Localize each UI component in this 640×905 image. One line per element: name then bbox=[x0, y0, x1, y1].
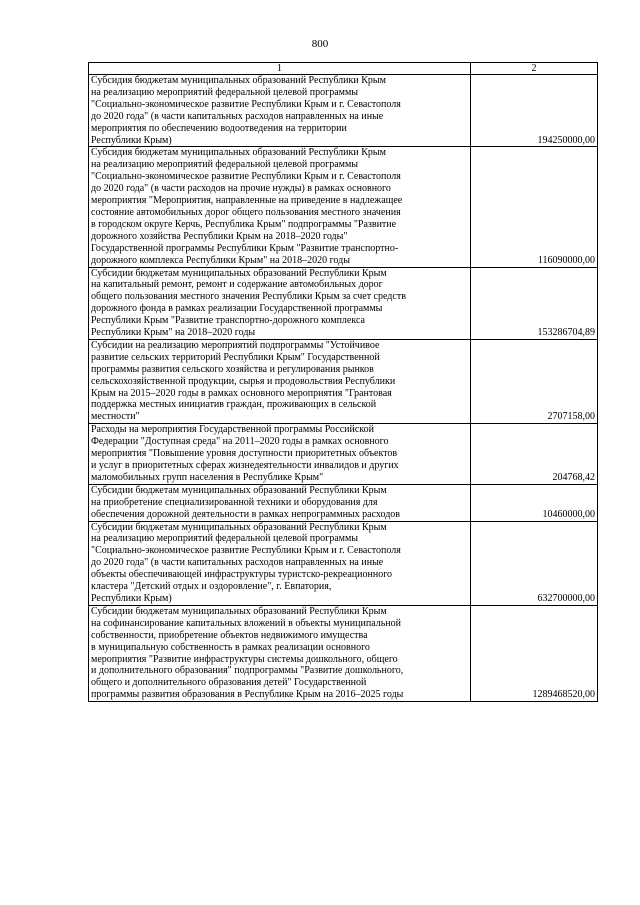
row-amount: 204768,42 bbox=[471, 424, 598, 485]
header-row bbox=[89, 63, 598, 75]
row-amount: 116090000,00 bbox=[471, 147, 598, 267]
table-row bbox=[89, 147, 598, 267]
row-description: Субсидии бюджетам муниципальных образований Республики Крым на реализацию мероприятий федеральной целевой программы "Социально-экономическое развитие Республики Крым и г. Севастополя до 2020 года" (в части капитальных расходов направленных на иные объекты обеспечивающей инфраструктуры туристско-рекреационного кластера "Детский отдых и оздоровление", г. Евпатория, Республики Крым) bbox=[89, 521, 471, 605]
row-description: Субсидия бюджетам муниципальных образований Республики Крым на реализацию мероприятий федеральной целевой программы "Социально-экономическое развитие Республики Крым и г. Севастополя до 2020 года" (в части капитальных расходов направленных на иные мероприятия по обеспечению водоотведения на территории Республики Крым) bbox=[89, 75, 471, 147]
page-number: 800 bbox=[311, 38, 329, 50]
row-amount: 2707158,00 bbox=[471, 339, 598, 423]
column-header-description: 1 bbox=[89, 63, 471, 75]
table-row bbox=[89, 521, 598, 605]
row-description: Субсидии бюджетам муниципальных образований Республики Крым на приобретение специализированной техники и оборудования для обеспечения дорожной деятельности в рамках непрограммных расходов bbox=[89, 484, 471, 521]
budget-table bbox=[88, 62, 598, 702]
row-description: Субсидии на реализацию мероприятий подпрограммы "Устойчивое развитие сельских территорий Республики Крым" Государственной программы развития сельского хозяйства и регулирования рынков сельскохозяйственной продукции, сырья и продовольствия Республики Крым на 2015–2020 годы в рамках основного мероприятия "Грантовая поддержка местных инициатив граждан, проживающих в сельской местности" bbox=[89, 339, 471, 423]
row-amount: 10460000,00 bbox=[471, 484, 598, 521]
row-amount: 1289468520,00 bbox=[471, 605, 598, 701]
row-description: Расходы на мероприятия Государственной программы Российской Федерации "Доступная среда" на 2011–2020 годы в рамках основного мероприятия "Повышение уровня доступности приоритетных объектов и услуг в приоритетных сферах жизнедеятельности инвалидов и других маломобильных групп населения в Республике Крым" bbox=[89, 424, 471, 485]
table-row bbox=[89, 484, 598, 521]
row-description: Субсидии бюджетам муниципальных образований Республики Крым на капитальный ремонт, ремонт и содержание автомобильных дорог общего пользования местного значения Республики Крым за счет средств дорожного фонда в рамках реализации Государственной программы Республики Крым "Развитие транспортно-дорожного комплекса Республики Крым" на 2018–2020 годы bbox=[89, 267, 471, 339]
row-description: Субсидия бюджетам муниципальных образований Республики Крым на реализацию мероприятий федеральной целевой программы "Социально-экономическое развитие Республики Крым и г. Севастополя до 2020 года" (в части расходов на прочие нужды) в рамках основного мероприятия "Мероприятия, направленные на приведение в надлежащее состояние автомобильных дорог общего пользования местного значения в городском округе Керчь, Республика Крым" подпрограммы "Развитие дорожного хозяйства Республики Крым на 2018–2020 годы" Государственной программы Республики Крым "Развитие транспортно- дорожного комплекса Республики Крым" на 2018–2020 годы bbox=[89, 147, 471, 267]
row-amount: 153286704,89 bbox=[471, 267, 598, 339]
column-header-amount: 2 bbox=[471, 63, 598, 75]
row-description: Субсидии бюджетам муниципальных образований Республики Крым на софинансирование капитальных вложений в объекты муниципальной собственности, приобретение объектов недвижимого имущества в муниципальную собственность в рамках реализации основного мероприятия "Развитие инфраструктуры системы дошкольного, общего и дополнительного образования" подпрограммы "Развитие дошкольного, общего и дополнительного образования детей" Государственной программы развития образования в Республике Крым на 2016–2025 годы bbox=[89, 605, 471, 701]
table-row bbox=[89, 267, 598, 339]
row-amount: 194250000,00 bbox=[471, 75, 598, 147]
row-amount: 632700000,00 bbox=[471, 521, 598, 605]
table-row bbox=[89, 75, 598, 147]
table-row bbox=[89, 605, 598, 701]
table-row bbox=[89, 339, 598, 423]
table-row bbox=[89, 424, 598, 485]
